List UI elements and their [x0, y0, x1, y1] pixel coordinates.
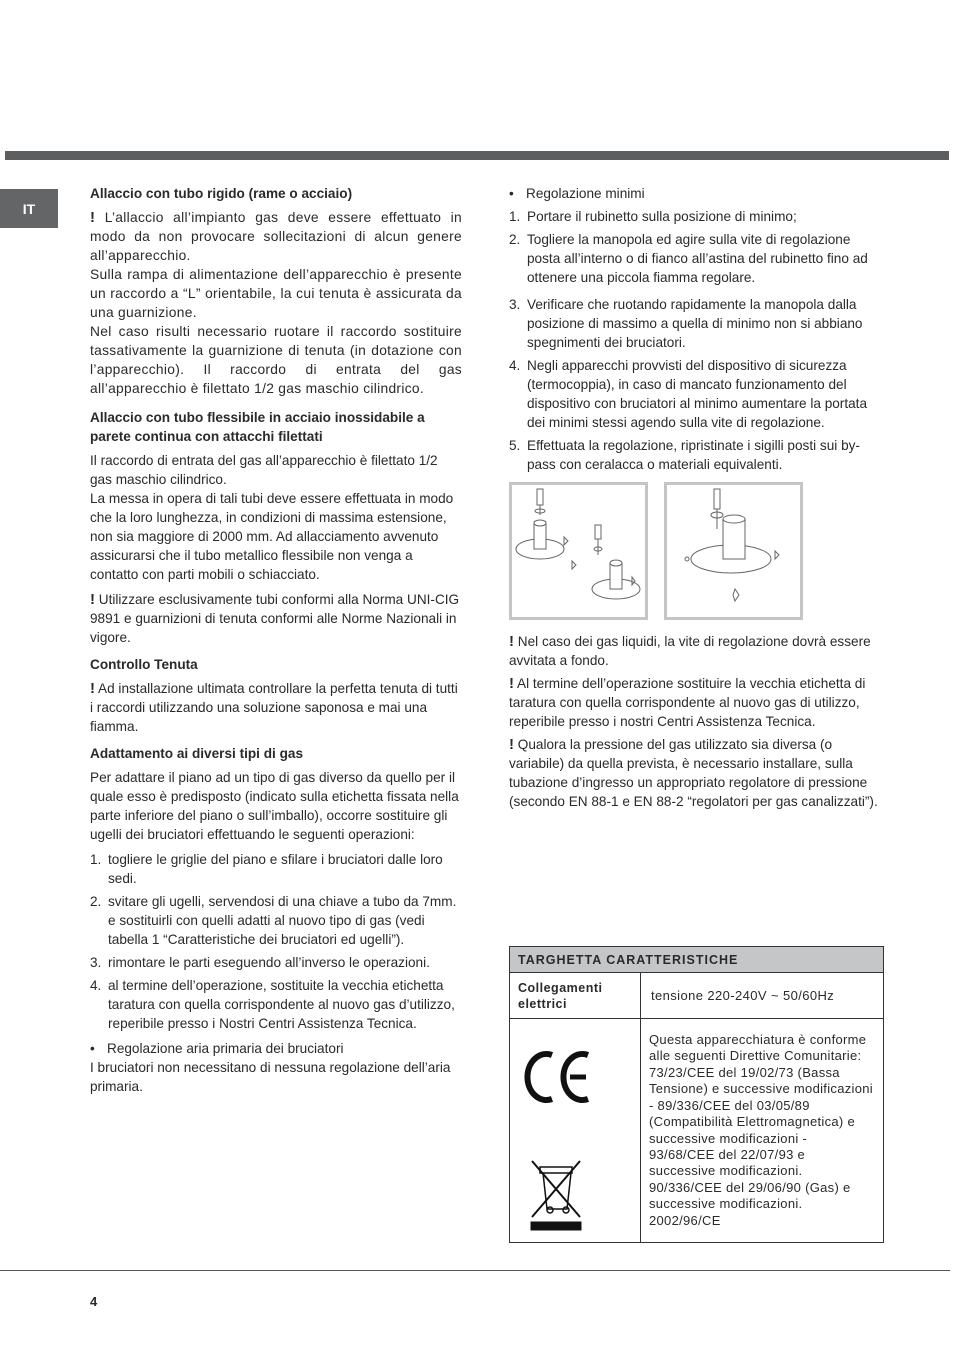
gas-notes: [509, 632, 881, 811]
leak-title: Controllo Tenuta: [90, 657, 198, 672]
rigid-title: Allaccio con tubo rigido (rame o acciaio): [90, 186, 353, 201]
warning-mark: !: [509, 633, 514, 650]
flex-note: [90, 590, 462, 647]
rigid-p3: Nel caso risulti necessario ruotare il raccordo sostituire tassativamente la guarnizione di tenuta (in dotazione con l’apparecchio). Il raccordo di entrata del gas all’apparecchio è filettato 1/2 gas maschio cilindrico.: [90, 324, 462, 396]
note-3: ! Qualora la pressione del gas utilizzato sia diversa (o variabile) da quella prevista, è necessario installare, sulla tubazione d’ingresso un appropriato regolatore di pressione (secondo EN 88-1 e EN 88-2 “regolatori per gas canalizzati”).: [509, 736, 878, 809]
flex-title: Allaccio con tubo flessibile in acciaio inossidabile a parete continua con attacchi filettati: [90, 410, 425, 444]
list-item: 1. togliere le griglie del piano e sfilare i bruciatori dalle loro sedi.: [90, 852, 443, 886]
warning-mark: !: [509, 736, 514, 753]
flex-paragraphs: [90, 451, 462, 584]
burner-screwdriver-illustration: [512, 485, 645, 617]
list-item: 4. al termine dell’operazione, sostituite la vecchia etichetta taratura con quella corrispondente al nuovo gas d’utilizzo, reperibile presso i Nostri Centri Assistenza Tecnica.: [90, 978, 455, 1031]
rating-plate-table: [509, 946, 884, 1243]
rating-plate-title: TARGHETTA CARATTERISTICHE: [510, 947, 884, 973]
note-2: ! Al termine dell’operazione sostituire la vecchia etichetta di taratura con quella corrispondente al nuovo gas di utilizzo, reperibile presso i nostri Centri Assistenza Tecnica.: [509, 675, 866, 729]
warning-mark: !: [509, 675, 514, 692]
weee-bin-icon: [531, 1161, 581, 1230]
warning-mark: !: [90, 209, 96, 226]
electrical-value: tensione 220-240V ~ 50/60Hz: [641, 973, 884, 1019]
flex-section: [90, 408, 462, 647]
burner-screwdriver-illustration: [667, 485, 800, 617]
rigid-p2: Sulla rampa di alimentazione dell’apparecchio è presente un raccordo a “L” orientabile, la cui tenuta è assicurata da una guarnizione.: [90, 267, 462, 320]
right-column: [509, 184, 881, 815]
air-bullet: • Regolazione aria primaria dei bruciatori: [90, 1041, 344, 1056]
rigid-paragraphs: [90, 208, 462, 398]
illustrations: [509, 482, 881, 620]
adapt-section: [90, 744, 462, 1096]
leak-section: [90, 655, 462, 736]
footer-rule: [0, 1270, 950, 1271]
left-column: [90, 184, 462, 1104]
list-item: 4. Negli apparecchi provvisti del dispositivo di sicurezza (termocoppia), in caso di mancato funzionamento del dispositivo con bruciatori al minimo aumentare la portata dei minimi stessi agendo sulla vite di regolazione.: [509, 358, 868, 430]
figure-adjust-screw-left: [509, 482, 648, 620]
language-tab: IT: [0, 189, 58, 228]
electrical-label: Collegamenti elettrici: [510, 973, 641, 1019]
figure-adjust-screw-right: [664, 482, 803, 620]
adapt-title: Adattamento ai diversi tipi di gas: [90, 746, 304, 761]
adapt-p1: Per adattare il piano ad un tipo di gas diverso da quello per il quale esso è predisposto (indicato sulla etichetta fissata nella parte inferiore del piano o sull’imballo), occorre sostituire gli ugelli dei bruciatori effettuando le seguenti operazioni:: [90, 770, 459, 842]
flex-p1: Il raccordo di entrata del gas all’apparecchio è filettato 1/2 gas maschio cilindrico.: [90, 453, 438, 487]
rigid-p1: L’allaccio all’impianto gas deve essere effettuato in modo da non provocare sollecitazioni di alcun genere all’apparecchio.: [90, 210, 462, 263]
certification-icons: [510, 1019, 641, 1243]
list-item: 3. rimontare le parti eseguendo all’inverso le operazioni.: [90, 955, 430, 970]
page-number: 4: [90, 1294, 98, 1309]
air-text: I bruciatori non necessitano di nessuna regolazione dell’aria primaria.: [90, 1060, 451, 1094]
note-1: ! Nel caso dei gas liquidi, la vite di regolazione dovrà essere avvitata a fondo.: [509, 633, 871, 668]
adapt-steps: [90, 850, 462, 1033]
flex-note-text: Utilizzare esclusivamente tubi conformi alla Norma UNI-CIG 9891 e guarnizioni di tenuta conformi alle Norme Nazionali in vigore.: [90, 592, 460, 645]
warning-mark: !: [90, 680, 95, 697]
list-item: 3. Verificare che ruotando rapidamente la manopola dalla posizione di massimo a quella di minimo non si abbiano spegnimenti dei bruciatori.: [509, 297, 863, 350]
header-bar: [5, 151, 949, 160]
ce-mark-icon: [527, 1054, 588, 1100]
leak-note-text: Ad installazione ultimata controllare la perfetta tenuta di tutti i raccordi utilizzando una soluzione saponosa e mai una fiamma.: [90, 681, 458, 734]
directives-text: Questa apparecchiatura è conforme alle seguenti Direttive Comunitarie: 73/23/CEE del 19/02/73 (Bassa Tensione) e successive modificazioni - 89/336/CEE del 03/05/89 (Compatibilità Elettromagnetica) e successive modificazioni - 93/68/CEE del 22/07/93 e successive modificazioni. 90/336/CEE del 29/06/90 (Gas) e successive modificazioni. 2002/96/CE: [641, 1019, 884, 1243]
min-bullet: • Regolazione minimi: [509, 186, 645, 201]
flex-p2: La messa in opera di tali tubi deve essere effettuata in modo che la loro lunghezza, in condizioni di massima estensione, non sia maggiore di 2000 mm. Ad allacciamento avvenuto assicurarsi che il tubo metallico flessibile non venga a contatto con parti mobili o schiacciato.: [90, 491, 454, 582]
leak-note: [90, 679, 462, 736]
rigid-section: [90, 184, 462, 398]
warning-mark: !: [90, 591, 95, 608]
list-item: 2. Togliere la manopola ed agire sulla vite di regolazione posta all’interno o di fianco all’astina del rubinetto fino ad ottenere una piccola fiamma regolare.: [509, 232, 868, 285]
list-item: 2. svitare gli ugelli, servendosi di una chiave a tubo da 7mm. e sostituirli con quelli adatti al nuovo tipo di gas (vedi tabella 1 “Caratteristiche dei bruciatori ed ugelli”).: [90, 894, 457, 947]
list-item: 1. Portare il rubinetto sulla posizione di minimo;: [509, 209, 797, 224]
list-item: 5. Effettuata la regolazione, ripristinate i sigilli posti sui by-pass con ceralacca o materiali equivalenti.: [509, 438, 860, 472]
min-steps: [509, 207, 881, 474]
